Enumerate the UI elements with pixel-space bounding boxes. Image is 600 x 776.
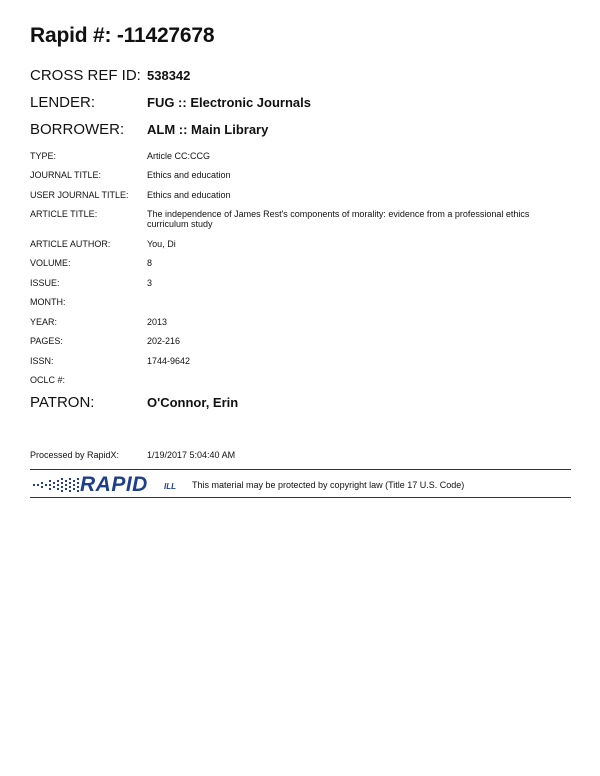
field-value: You, Di [147,239,176,249]
field-value: 202-216 [147,336,181,346]
copyright-notice: This material may be protected by copyright law (Title 17 U.S. Code) [192,480,465,490]
cross-ref-value: 538342 [147,68,191,83]
processed-label: Processed by RapidX: [30,450,120,460]
borrower-row [30,121,570,143]
lender-value: FUG :: Electronic Journals [147,95,311,110]
field-label: VOLUME: [30,258,71,268]
field-label: PAGES: [30,336,63,346]
patron-row [30,394,570,416]
footer-top-rule [30,469,571,470]
field-label: ISSN: [30,356,54,366]
field-value: Article CC:CCG [147,151,211,161]
borrower-value: ALM :: Main Library [147,122,269,137]
logo-wordmark: RAPID [80,473,148,496]
processed-value: 1/19/2017 5:04:40 AM [147,450,236,460]
field-value: 3 [147,278,153,288]
field-value: 8 [147,258,153,268]
field-value: 1744-9642 [147,356,191,366]
lender-row [30,94,570,116]
field-value: Ethics and education [147,170,231,180]
field-label: YEAR: [30,317,58,327]
rapid-number-title: Rapid #: -11427678 [30,24,215,47]
logo-dots-icon [32,478,80,492]
borrower-label: BORROWER: [30,121,125,138]
footer-bottom-rule [30,497,571,498]
field-label: USER JOURNAL TITLE: [30,190,129,200]
field-value: 2013 [147,317,168,327]
field-label: ISSUE: [30,278,60,288]
rapid-logo [32,475,182,495]
field-label: OCLC #: [30,375,66,385]
field-value: Ethics and education [147,190,231,200]
lender-label: LENDER: [30,94,96,111]
field-value: The independence of James Rest's components of morality: evidence from a professional ethics curriculum study [147,209,530,229]
logo-suffix: ILL [164,482,176,491]
cross-ref-row [30,67,570,89]
field-label: ARTICLE AUTHOR: [30,239,111,249]
cross-ref-label: CROSS REF ID: [30,67,141,84]
patron-label: PATRON: [30,394,95,411]
field-label: TYPE: [30,151,57,161]
field-label: MONTH: [30,297,66,307]
field-label: JOURNAL TITLE: [30,170,102,180]
patron-value: O'Connor, Erin [147,395,239,410]
field-label: ARTICLE TITLE: [30,209,98,219]
